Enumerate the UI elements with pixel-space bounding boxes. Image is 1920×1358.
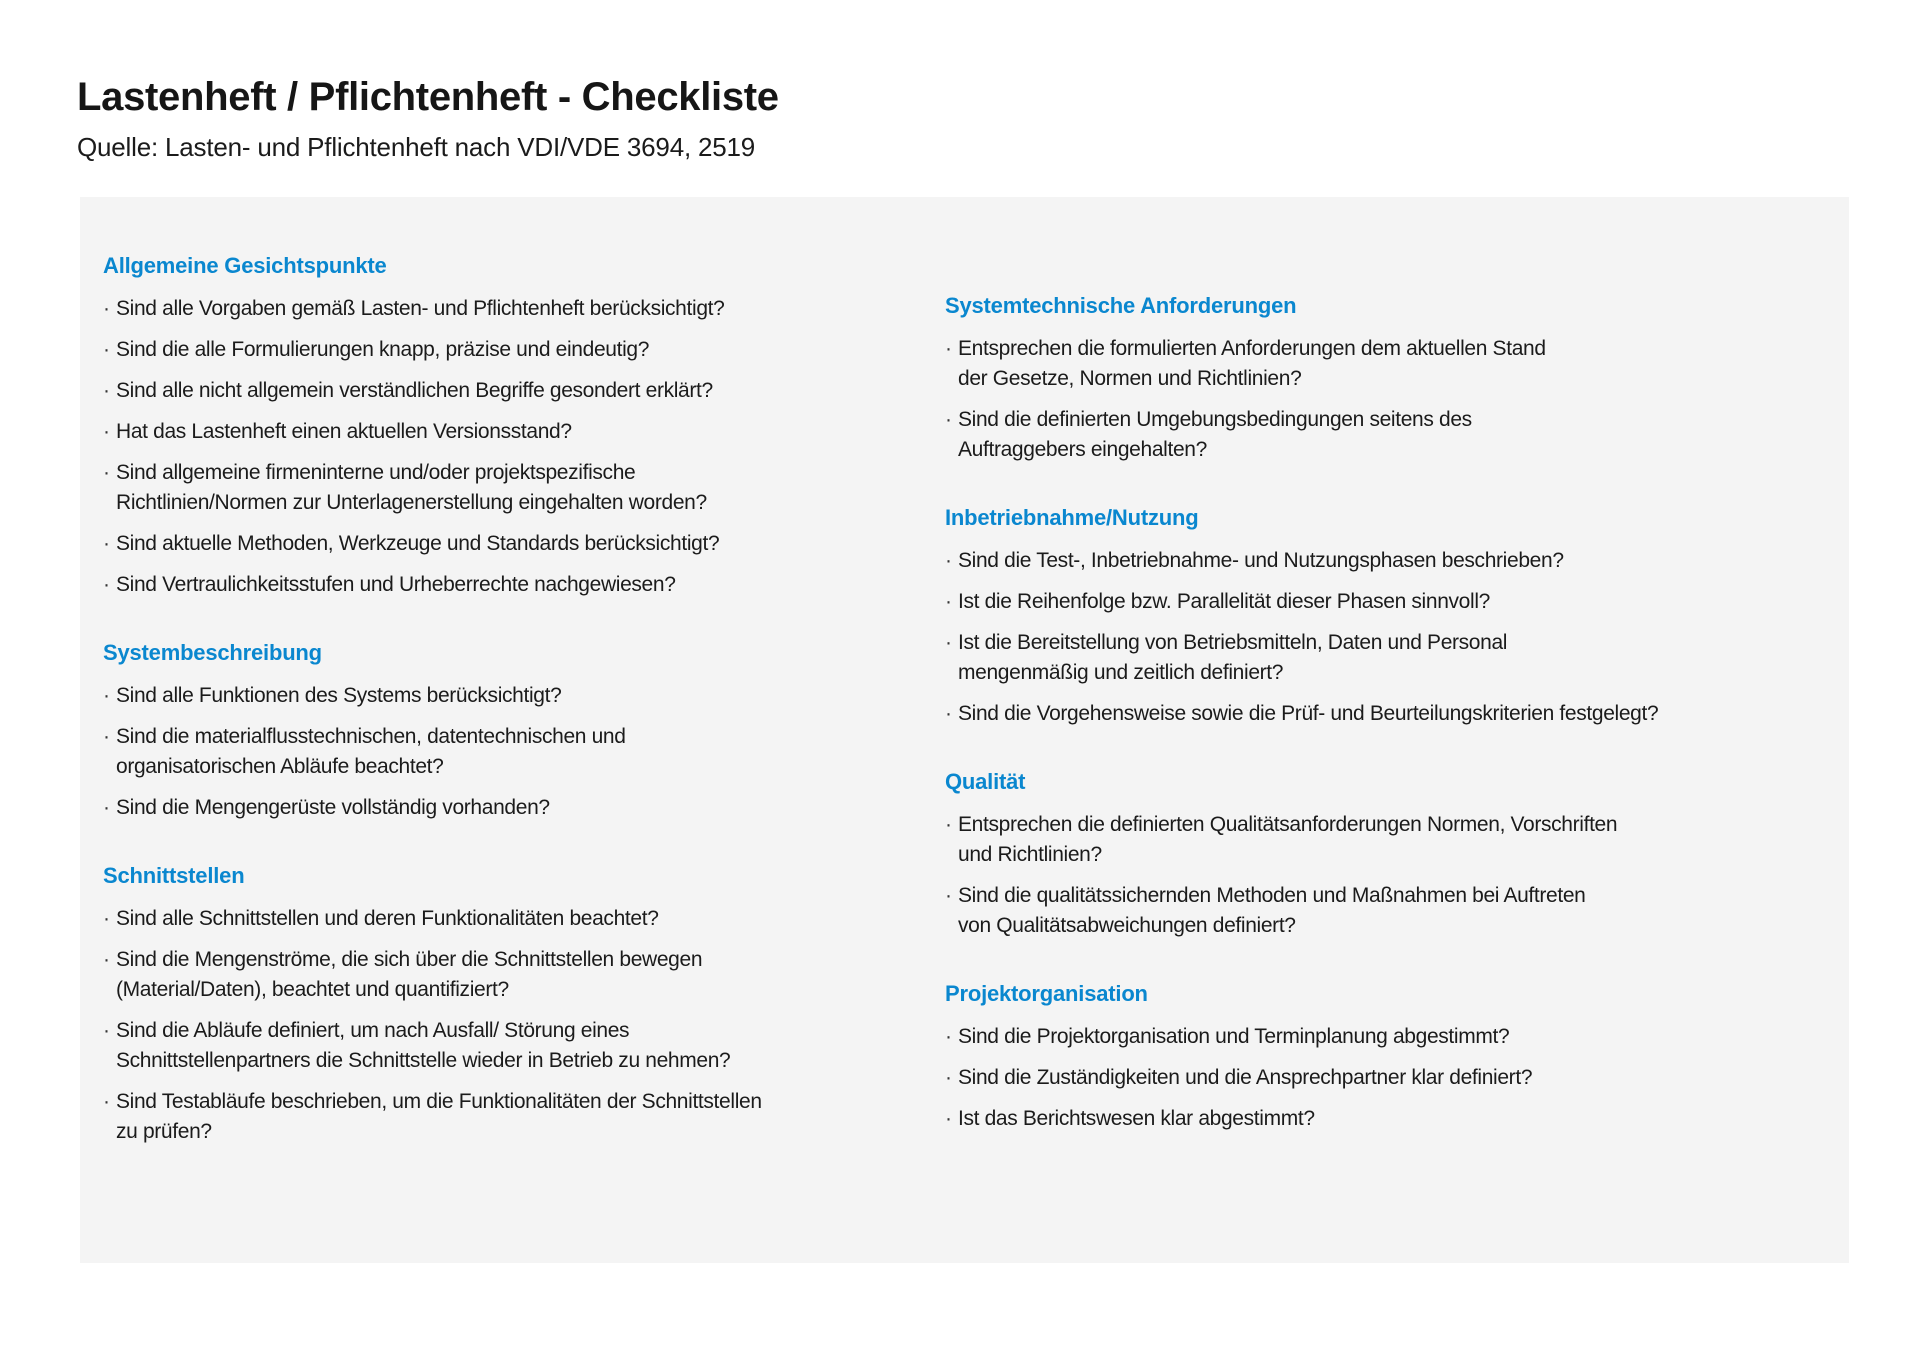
bullet-dot-icon: · [103,379,110,402]
checklist-items [945,546,1825,729]
bullet-dot-icon: · [103,1019,110,1042]
checklist-item [945,810,1825,870]
checklist-item [945,1104,1825,1134]
checklist-items [945,1022,1825,1134]
section-allgemeine-gesichtspunkte [103,251,903,600]
checklist-item [103,458,903,518]
checklist-item-text: zu prüfen? [116,1120,212,1143]
bullet-dot-icon: · [103,796,110,819]
checklist-item-text: (Material/Daten), beachtet und quantifiziert? [116,978,509,1001]
checklist-item [103,1087,903,1147]
checklist-item-text: Sind Testabläufe beschrieben, um die Funktionalitäten der Schnittstellen [116,1090,762,1113]
section-heading: Projektorganisation [945,981,1148,1006]
checklist-item [103,793,903,823]
checklist-item-text: Sind die definierten Umgebungsbedingungen seitens des [958,408,1472,431]
bullet-dot-icon: · [945,884,952,907]
checklist-item-text: Hat das Lastenheft einen aktuellen Versionsstand? [116,420,572,443]
checklist-item-text: Sind alle Schnittstellen und deren Funktionalitäten beachtet? [116,907,659,930]
bullet-dot-icon: · [103,725,110,748]
checklist-item-text: der Gesetze, Normen und Richtlinien? [958,367,1302,390]
checklist-item [945,1022,1825,1052]
checklist-items [103,904,903,1147]
section-qualitaet [945,767,1825,941]
bullet-dot-icon: · [945,631,952,654]
bullet-dot-icon: · [945,1025,952,1048]
checklist-items [103,294,903,600]
checklist-item-text: mengenmäßig und zeitlich definiert? [958,661,1284,684]
bullet-dot-icon: · [103,420,110,443]
checklist-panel [80,197,1849,1263]
bullet-dot-icon: · [945,813,952,836]
page-subtitle: Quelle: Lasten- und Pflichtenheft nach VDI/VDE 3694, 2519 [77,132,756,162]
bullet-dot-icon: · [103,573,110,596]
checklist-item-text: Sind die Zuständigkeiten und die Ansprechpartner klar definiert? [958,1066,1533,1089]
checklist-item-text: Ist die Reihenfolge bzw. Parallelität dieser Phasen sinnvoll? [958,590,1490,613]
bullet-dot-icon: · [103,461,110,484]
checklist-item-text: Sind alle Vorgaben gemäß Lasten- und Pflichtenheft berücksichtigt? [116,297,725,320]
checklist-item-text: Sind die Abläufe definiert, um nach Ausfall/ Störung eines [116,1019,630,1042]
checklist-column-left [103,251,903,1147]
checklist-item [945,587,1825,617]
checklist-item-text: Sind alle nicht allgemein verständlichen Begriffe gesondert erklärt? [116,379,713,402]
checklist-item-text: Richtlinien/Normen zur Unterlagenerstellung eingehalten worden? [116,491,707,514]
checklist-item-text: Sind die alle Formulierungen knapp, präzise und eindeutig? [116,338,650,361]
checklist-item [103,681,903,711]
checklist-item-text: Ist die Bereitstellung von Betriebsmitteln, Daten und Personal [958,631,1508,654]
bullet-dot-icon: · [103,1090,110,1113]
section-heading: Systembeschreibung [103,640,322,665]
checklist-item [945,628,1825,688]
bullet-dot-icon: · [103,338,110,361]
checklist-item [945,699,1825,729]
checklist-item-text: von Qualitätsabweichungen definiert? [958,914,1296,937]
checklist-item-text: organisatorischen Abläufe beachtet? [116,755,444,778]
checklist-item-text: Entsprechen die formulierten Anforderungen dem aktuellen Stand [958,337,1546,360]
bullet-dot-icon: · [103,532,110,555]
checklist-items [103,681,903,823]
section-systembeschreibung [103,638,903,823]
checklist-item-text: Sind die Vorgehensweise sowie die Prüf- und Beurteilungskriterien festgelegt? [958,702,1659,725]
checklist-item [103,722,903,782]
bullet-dot-icon: · [945,1066,952,1089]
section-heading: Inbetriebnahme/Nutzung [945,505,1199,530]
checklist-item [945,405,1825,465]
checklist-item-text: Sind die materialflusstechnischen, datentechnischen und [116,725,626,748]
section-heading: Allgemeine Gesichtspunkte [103,253,387,278]
checklist-item-text: Sind alle Funktionen des Systems berücksichtigt? [116,684,562,707]
checklist-item-text: Sind die qualitätssichernden Methoden und Maßnahmen bei Auftreten [958,884,1586,907]
checklist-item [103,376,903,406]
checklist-item [103,335,903,365]
checklist-item-text: Sind allgemeine firmeninterne und/oder projektspezifische [116,461,636,484]
bullet-dot-icon: · [103,297,110,320]
bullet-dot-icon: · [103,948,110,971]
checklist-item [945,546,1825,576]
page-title: Lastenheft / Pflichtenheft - Checkliste [77,75,779,119]
section-heading: Schnittstellen [103,863,245,888]
checklist-item [945,334,1825,394]
checklist-item-text: Sind die Test-, Inbetriebnahme- und Nutzungsphasen beschrieben? [958,549,1564,572]
bullet-dot-icon: · [945,549,952,572]
bullet-dot-icon: · [945,702,952,725]
checklist-item-text: Ist das Berichtswesen klar abgestimmt? [958,1107,1315,1130]
bullet-dot-icon: · [103,907,110,930]
section-inbetriebnahme-nutzung [945,503,1825,729]
checklist-item-text: Entsprechen die definierten Qualitätsanforderungen Normen, Vorschriften [958,813,1618,836]
checklist-item [103,294,903,324]
checklist-column-right [945,291,1825,1134]
checklist-items [945,334,1825,465]
bullet-dot-icon: · [945,1107,952,1130]
section-schnittstellen [103,861,903,1147]
checklist-item-text: Sind Vertraulichkeitsstufen und Urheberrechte nachgewiesen? [116,573,676,596]
checklist-item-text: Sind die Projektorganisation und Terminplanung abgestimmt? [958,1025,1510,1048]
checklist-item [103,904,903,934]
checklist-item [103,417,903,447]
section-systemtechnische-anforderungen [945,291,1825,465]
checklist-item-text: Schnittstellenpartners die Schnittstelle wieder in Betrieb zu nehmen? [116,1049,731,1072]
checklist-item [103,529,903,559]
section-heading: Systemtechnische Anforderungen [945,293,1297,318]
checklist-item [945,881,1825,941]
checklist-item-text: Sind die Mengengerüste vollständig vorhanden? [116,796,550,819]
section-projektorganisation [945,979,1825,1134]
checklist-item-text: Auftraggebers eingehalten? [958,438,1207,461]
checklist-item [103,945,903,1005]
checklist-items [945,810,1825,941]
bullet-dot-icon: · [945,337,952,360]
checklist-item-text: Sind die Mengenströme, die sich über die Schnittstellen bewegen [116,948,703,971]
checklist-item [103,1016,903,1076]
section-heading: Qualität [945,769,1026,794]
bullet-dot-icon: · [103,684,110,707]
bullet-dot-icon: · [945,590,952,613]
checklist-item [945,1063,1825,1093]
checklist-item-text: und Richtlinien? [958,843,1102,866]
checklist-item-text: Sind aktuelle Methoden, Werkzeuge und Standards berücksichtigt? [116,532,720,555]
checklist-item [103,570,903,600]
bullet-dot-icon: · [945,408,952,431]
